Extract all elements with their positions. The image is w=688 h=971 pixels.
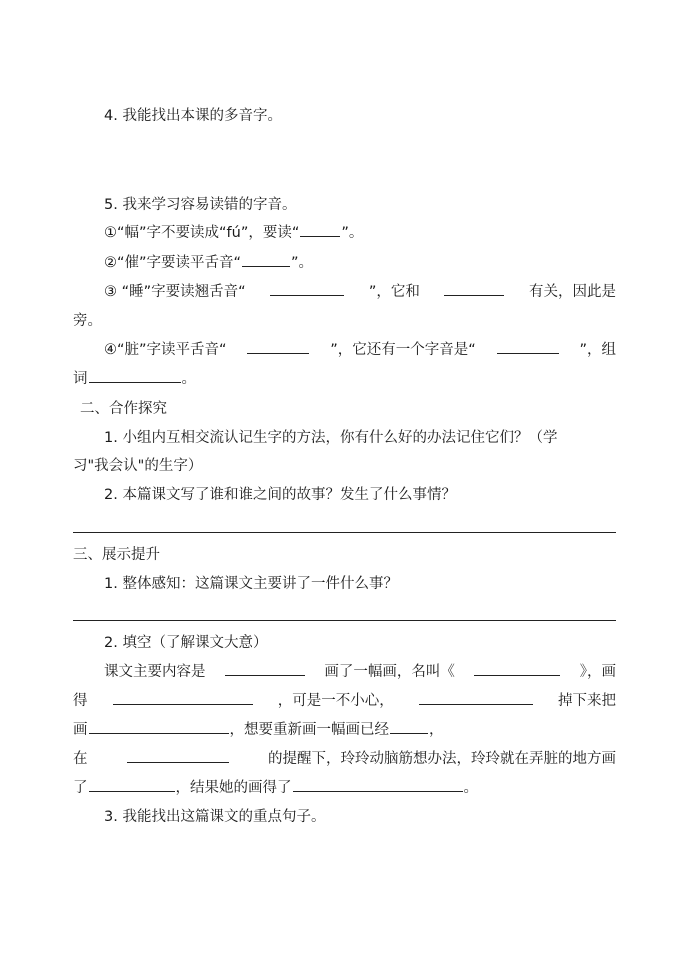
- fill-blank[interactable]: [419, 690, 533, 705]
- present-q2: 2. 填空（了解课文大意）: [104, 635, 268, 651]
- line2-text-b: ”。: [291, 255, 314, 271]
- line4-text-e: 。: [181, 371, 196, 387]
- fill1-text-c: 》，画: [579, 664, 616, 680]
- line4-text-c: ”，组: [579, 342, 616, 358]
- fill-line-3: [73, 719, 444, 741]
- fill4-text-b: 的提醒下，玲玲动脑筋想办法，玲玲就在弄脏的地方画: [268, 751, 616, 767]
- fill-blank[interactable]: [127, 748, 229, 763]
- fill-blank[interactable]: [293, 777, 463, 792]
- fill-blank[interactable]: [390, 719, 428, 734]
- fill-line-1: [104, 661, 616, 683]
- pronunciation-line-2: [104, 252, 313, 274]
- section-2-heading: 二、合作探究: [80, 401, 167, 417]
- fill-blank[interactable]: [113, 690, 253, 705]
- fill-blank[interactable]: [225, 661, 305, 676]
- answer-line[interactable]: [73, 620, 616, 621]
- line4-text-d: 词: [73, 371, 88, 387]
- fill3-text-c: ，: [429, 722, 444, 738]
- line3-text-a: ③ “睡”字要读翘舌音“: [104, 284, 246, 300]
- line2-text-a: ②“催”字要读平舌音“: [104, 255, 242, 271]
- fill-blank[interactable]: [300, 222, 340, 237]
- present-q3: 3. 我能找出这篇课文的重点句子。: [104, 809, 326, 825]
- fill-blank[interactable]: [444, 281, 504, 296]
- fill2-text-b: ，可是一不小心，: [277, 693, 394, 709]
- pronunciation-line-3: [104, 281, 616, 303]
- fill2-text-c: 掉下来把: [558, 693, 616, 709]
- item-4: 4. 我能找出本课的多音字。: [104, 108, 282, 124]
- fill-line-5: [73, 777, 478, 799]
- answer-line[interactable]: [73, 532, 616, 533]
- line3-continuation: 旁。: [73, 313, 102, 329]
- fill-blank[interactable]: [497, 339, 559, 354]
- fill2-text-a: 得: [73, 693, 88, 709]
- line4-text-b: ”，它还有一个字音是“: [330, 342, 476, 358]
- pronunciation-line-4: [104, 339, 616, 361]
- line1-text-a: ①“幅”字不要读成“fú”，要读“: [104, 225, 300, 241]
- fill-blank[interactable]: [270, 281, 344, 296]
- item-5: 5. 我来学习容易读错的字音。: [104, 197, 297, 213]
- section-3-heading: 三、展示提升: [73, 547, 160, 563]
- line4-text-a: ④“脏”字读平舌音“: [104, 342, 227, 358]
- line3-text-b: ”，它和: [368, 284, 420, 300]
- fill5-text-b: ，结果她的画得了: [175, 780, 292, 796]
- fill-blank[interactable]: [242, 252, 290, 267]
- fill-line-2: [73, 690, 616, 712]
- fill-line-4: [73, 748, 616, 770]
- fill4-text-a: 在: [73, 751, 88, 767]
- fill-blank[interactable]: [89, 368, 181, 383]
- line4-continuation: [73, 368, 196, 390]
- cooperate-q2: 2. 本篇课文写了谁和谁之间的故事？发生了什么事情？: [104, 487, 456, 503]
- fill1-text-b: 画了一幅画，名叫《: [324, 664, 455, 680]
- fill5-text-a: 了: [73, 780, 88, 796]
- fill-blank[interactable]: [247, 339, 309, 354]
- fill3-text-a: 画: [73, 722, 88, 738]
- cooperate-q1-continuation: 习"我会认"的生字）: [73, 458, 203, 474]
- fill-blank[interactable]: [474, 661, 560, 676]
- cooperate-q1: 1. 小组内互相交流认记生字的方法，你有什么好的办法记住它们？（学: [104, 430, 558, 446]
- line3-text-c: 有关，因此是: [528, 284, 616, 300]
- fill1-text-a: 课文主要内容是: [104, 664, 206, 680]
- fill5-text-c: 。: [463, 780, 478, 796]
- pronunciation-line-1: [104, 222, 363, 244]
- fill3-text-b: ，想要重新画一幅画已经: [229, 722, 389, 738]
- fill-blank[interactable]: [89, 719, 229, 734]
- present-q1: 1. 整体感知：这篇课文主要讲了一件什么事？: [104, 576, 398, 592]
- fill-blank[interactable]: [89, 777, 175, 792]
- line1-text-b: ”。: [341, 225, 364, 241]
